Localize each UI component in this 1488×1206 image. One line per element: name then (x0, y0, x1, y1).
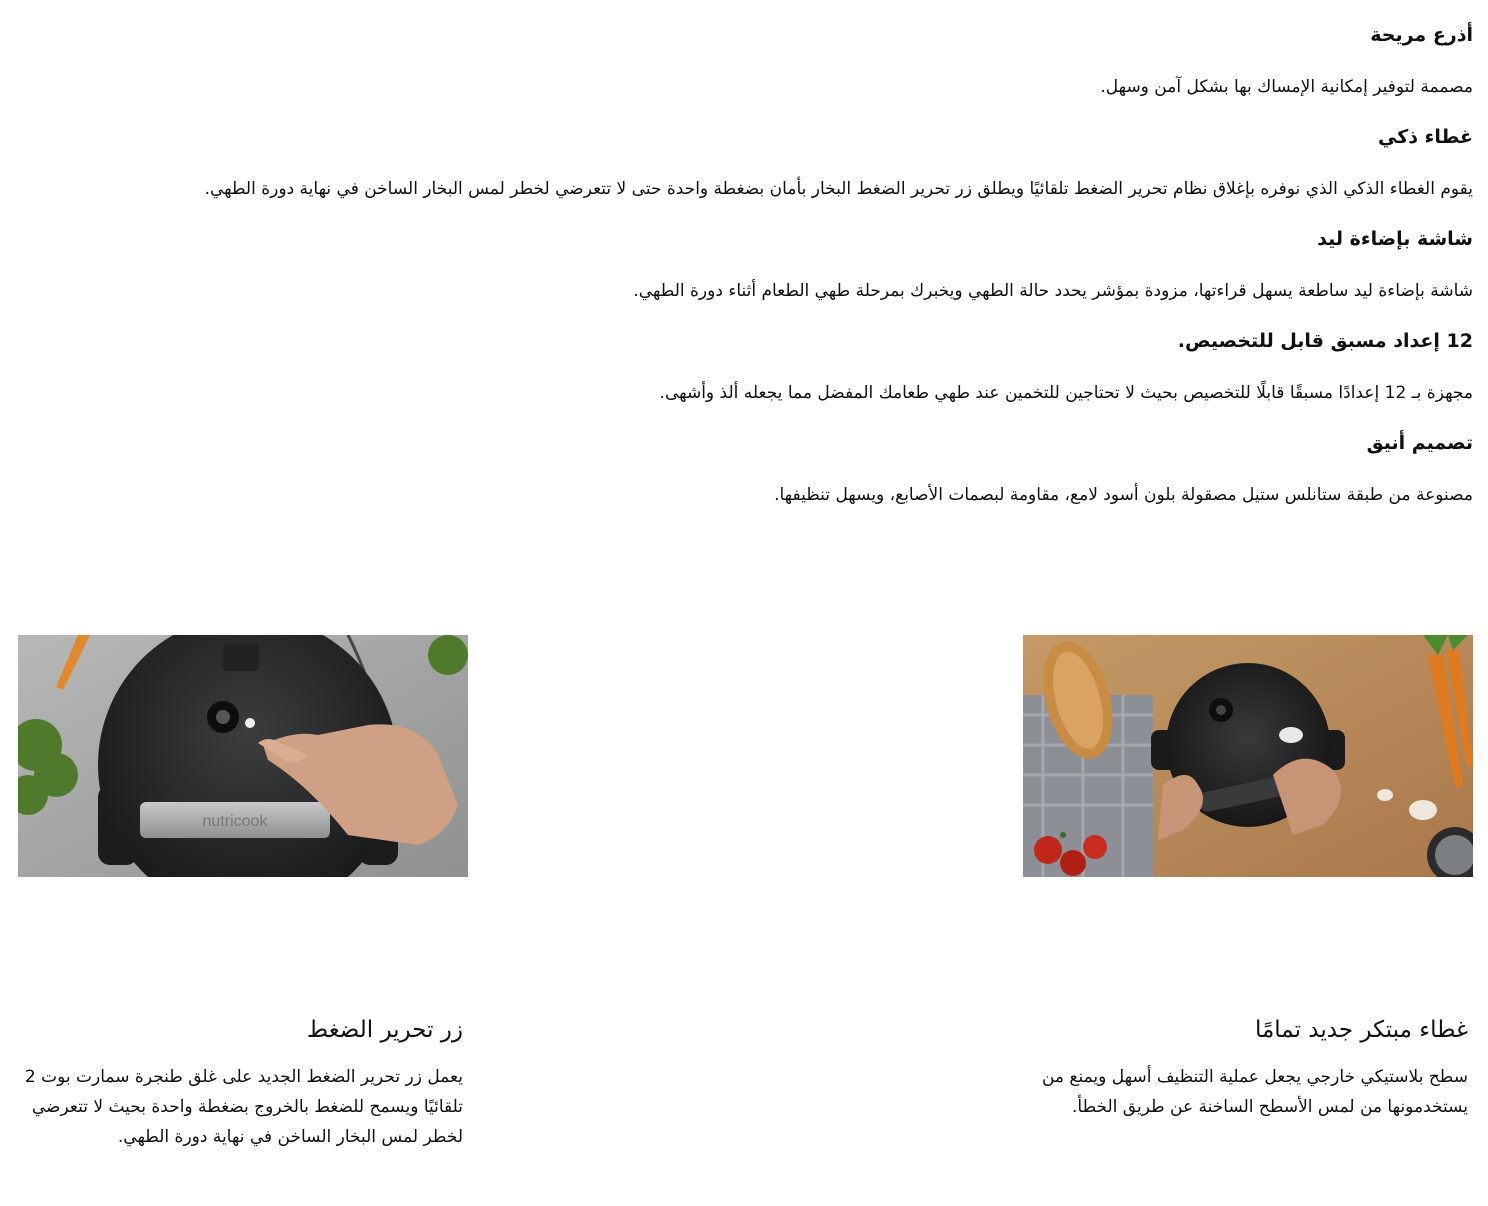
feature-title-design: تصميم أنيق (1366, 432, 1473, 454)
feature-desc-led-display: شاشة بإضاءة ليد ساطعة يسهل قراءتها، مزودة بمؤشر يحدد حالة الطهي ويخبرك بمرحلة طهي الطعام أثناء دورة الطهي. (633, 281, 1473, 301)
feature-desc-arms: مصممة لتوفير إمكانية الإمساك بها بشكل آمن وسهل. (1100, 77, 1473, 97)
card-body-release-button: يعمل زر تحرير الضغط الجديد على غلق طنجرة سمارت بوت 2 تلقائيًا ويسمح للضغط بالخروج بضغطة واحدة بحيث لا تتعرضي لخطر لمس البخار الساخن في نهاية دورة الطهي. (24, 1067, 463, 1147)
feature-desc-design: مصنوعة من طبقة ستانلس ستيل مصقولة بلون أسود لامع، مقاومة لبصمات الأصابع، ويسهل تنظيفها. (774, 485, 1473, 505)
feature-list (33, 0, 1473, 510)
brand-plate-text: nutricook (202, 813, 268, 830)
feature-title-presets: 12 إعداد مسبق قابل للتخصيص. (1177, 330, 1473, 352)
card-body-new-lid: سطح بلاستيكي خارجي يجعل عملية التنظيف أسهل ويمنع من يستخدمونها من لمس الأسطح الساخنة عن طريق الخطأ. (1041, 1067, 1468, 1117)
feature-title-arms: أذرع مريحة (1370, 24, 1473, 46)
release-photo-illustration (18, 635, 468, 877)
feature-desc-presets: مجهزة بـ 12 إعدادًا مسبقًا قابلًا للتخصيص بحيث لا تحتاجين للتخمين عند طهي طعامك المفضل مما يجعله ألذ وأشهى. (659, 383, 1473, 403)
feature-card-new-lid (1028, 1010, 1468, 1122)
feature-desc-smart-lid: يقوم الغطاء الذكي الذي نوفره بإغلاق نظام تحرير الضغط تلقائيًا ويطلق زر تحرير الضغط البخار بأمان بضغطة واحدة حتى لا تتعرضي لخطر لمس البخار الساخن في نهاية دورة الطهي. (204, 179, 1473, 199)
product-image-lid-top (1023, 635, 1473, 877)
lid-photo-illustration (1023, 635, 1473, 877)
feature-title-smart-lid: غطاء ذكي (1378, 126, 1473, 148)
product-image-release-button (18, 635, 468, 877)
feature-card-release-button (23, 1010, 463, 1152)
card-title-release-button: زر تحرير الضغط (306, 1017, 463, 1043)
feature-title-led-display: شاشة بإضاءة ليد (1317, 228, 1473, 250)
card-title-new-lid: غطاء مبتكر جديد تمامًا (1254, 1017, 1468, 1043)
